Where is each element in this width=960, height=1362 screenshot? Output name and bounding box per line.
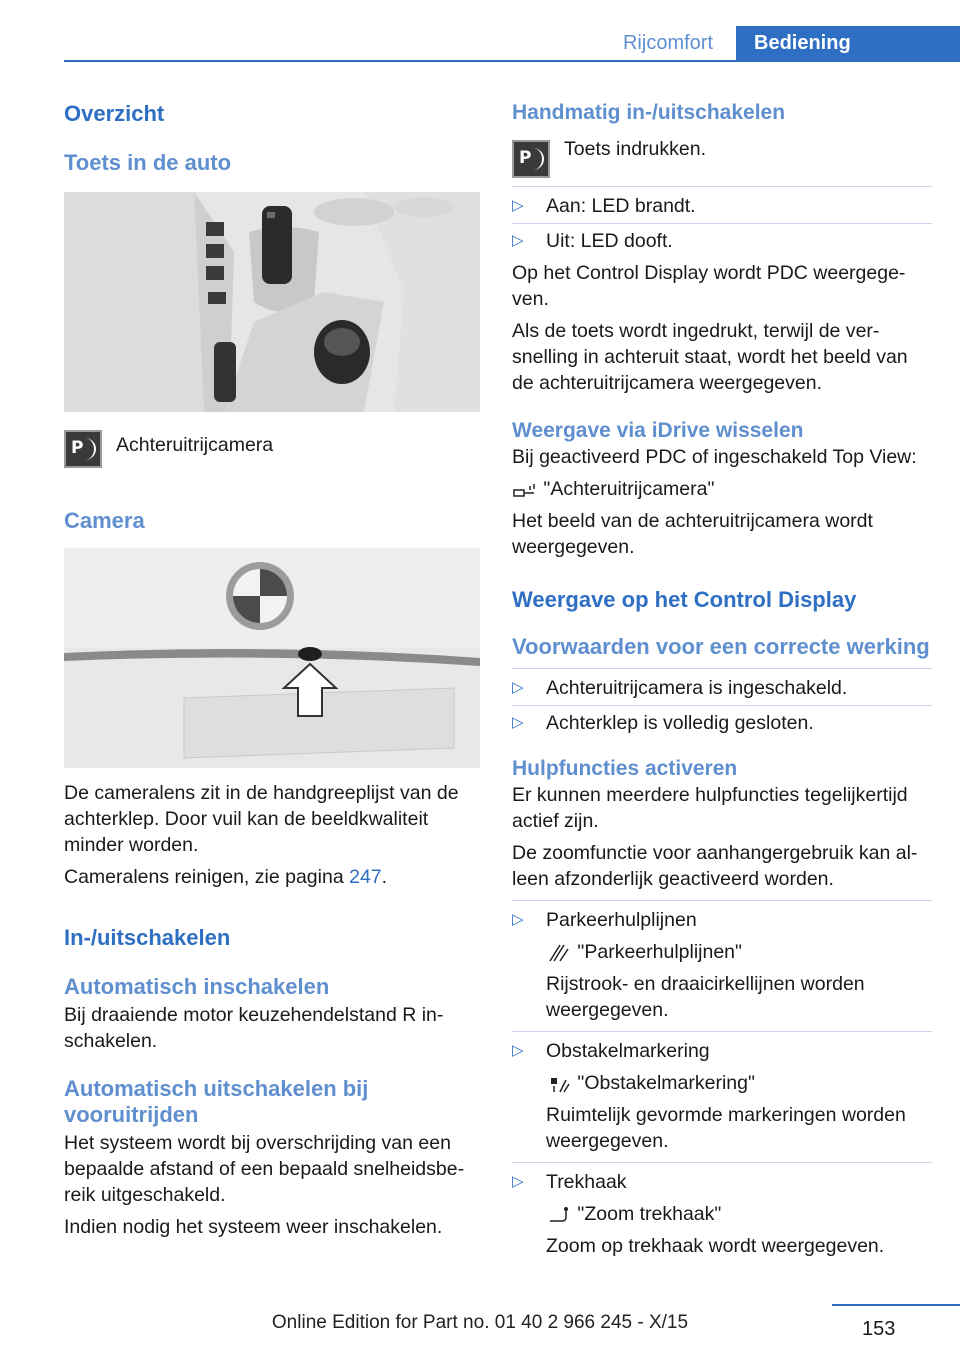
bullet-triangle-icon: ▷ [512,1173,524,1190]
rear-camera-photo [64,548,480,768]
console-illustration [64,192,480,412]
sub-item-description: Zoom op trekhaak wordt weergegeven. [546,1235,885,1257]
sub-item-text: "Parkeerhulplijnen" [577,941,742,963]
separator [512,1031,932,1032]
help-text-1: Er kunnen meerdere hulpfuncties tegelijkertijd actief zijn. [512,784,908,832]
sub-item-text: "Zoom trekhaak" [577,1203,722,1225]
display-text: Op het Control Display wordt PDC weergege-ven. [512,262,906,310]
press-row [512,140,932,178]
list-item-text: Parkeerhulplijnen [546,909,697,931]
left-column [64,100,480,1240]
button-caption-row [64,430,480,468]
camera-description: De cameralens zit in de handgreeplijst van de achterklep. Door vuil kan de beeldkwaliteit minder worden. [64,782,459,856]
bullet-triangle-icon: ▷ [512,1042,524,1059]
camera-view-icon [512,480,538,500]
obstacle-marking-icon [546,1074,572,1094]
separator [512,223,932,224]
subsection-title-manual: Handmatig in-/uitschakelen [512,101,786,124]
rear-camera-illustration [64,548,480,768]
list-item-text: Obstakelmarkering [546,1040,710,1062]
list-item-text: Achteruitrijcamera is ingeschakeld. [546,677,848,699]
reactivate-text: Indien nodig het systeem weer inschakelen. [64,1216,443,1238]
clean-reference [64,864,480,890]
pdc-camera-button-icon: P [64,430,102,468]
parking-lines-icon [546,943,572,963]
subsection-title-idrive: Weergave via iDrive wisselen [512,419,804,442]
subsection-title-camera: Camera [64,508,145,533]
list-item [512,1169,932,1195]
help-text-2: De zoomfunctie voor aanhangergebruik kan al-leen afzonderlijk geactiveerd worden. [512,842,918,890]
page-number: 153 [862,1318,896,1340]
separator [512,705,932,706]
clean-reference-end: . [381,866,388,888]
section-title-in-uit: In-/uitschakelen [64,925,231,950]
separator [512,900,932,901]
press-text: Toets indrukken. [564,138,706,160]
bullet-triangle-icon: ▷ [512,911,524,928]
list-item [512,710,932,736]
list-item [512,1038,932,1064]
idrive-text: Bij geactiveerd PDC of ingeschakeld Top View: [512,446,917,468]
list-item-text: Uit: LED dooft. [546,230,673,252]
subsection-title-toets: Toets in de auto [64,150,232,175]
list-item [512,228,932,254]
sub-item-row [512,1201,932,1227]
sub-item-description: Ruimtelijk gevormde markeringen worden weergegeven. [546,1104,906,1152]
bullet-triangle-icon: ▷ [512,714,524,731]
separator [512,668,932,669]
header-tab-bediening: Bediening [736,26,960,62]
separator [512,1162,932,1163]
sub-item-row [512,939,932,965]
list-item [512,907,932,933]
bullet-triangle-icon: ▷ [512,232,524,249]
subsection-title-auto-in: Automatisch inschakelen [64,974,330,999]
subsection-title-conditions: Voorwaarden voor een correcte werking [512,634,930,659]
list-item-text: Aan: LED brandt. [546,195,696,217]
console-photo [64,192,480,412]
header-rule [64,60,960,62]
bullet-triangle-icon: ▷ [512,679,524,696]
pdc-button-icon: P [512,140,550,178]
section-title-overzicht: Overzicht [64,101,165,126]
list-item [512,193,932,219]
list-item-text: Achterklep is volledig gesloten. [546,712,814,734]
subsection-title-help: Hulpfuncties activeren [512,757,738,780]
header-tab-rijcomfort: Rijcomfort [622,32,713,54]
page-link-247[interactable]: 247 [349,866,382,888]
footer-edition: Online Edition for Part no. 01 40 2 966 245 - X/15 [271,1312,689,1333]
bullet-triangle-icon: ▷ [512,197,524,214]
clean-reference-text: Cameralens reinigen, zie pagina [64,866,344,888]
tow-hitch-icon [546,1205,572,1225]
auto-uit-text: Het systeem wordt bij overschrijding van een bepaalde afstand of een bepaald snelheidsbe-reik uitgeschakeld. [64,1132,465,1206]
auto-in-text: Bij draaiende motor keuzehendelstand R in-schakelen. [64,1004,444,1052]
sub-item-row [512,1070,932,1096]
reverse-text: Als de toets wordt ingedrukt, terwijl de ver-snelling in achteruit staat, wordt het beeld van de achteruitrijcamera weergegeven. [512,320,908,394]
list-item-text: Trekhaak [546,1171,627,1193]
separator [512,186,932,187]
sub-item-text: "Obstakelmarkering" [577,1072,755,1094]
page-number-rule [832,1304,960,1306]
idrive-item: "Achteruitrijcamera" [543,478,715,500]
section-title-control-display: Weergave op het Control Display [512,587,857,612]
subsection-title-auto-uit: Automatisch uitschakelen bij vooruitrijden [64,1076,369,1127]
button-caption: Achteruitrijcamera [116,434,274,456]
sub-item-description: Rijstrook- en draaicirkellijnen worden weergegeven. [546,973,865,1021]
list-item [512,675,932,701]
idrive-result: Het beeld van de achteruitrijcamera wordt weergegeven. [512,510,873,558]
right-column [512,100,932,1259]
idrive-item-row [512,476,932,502]
